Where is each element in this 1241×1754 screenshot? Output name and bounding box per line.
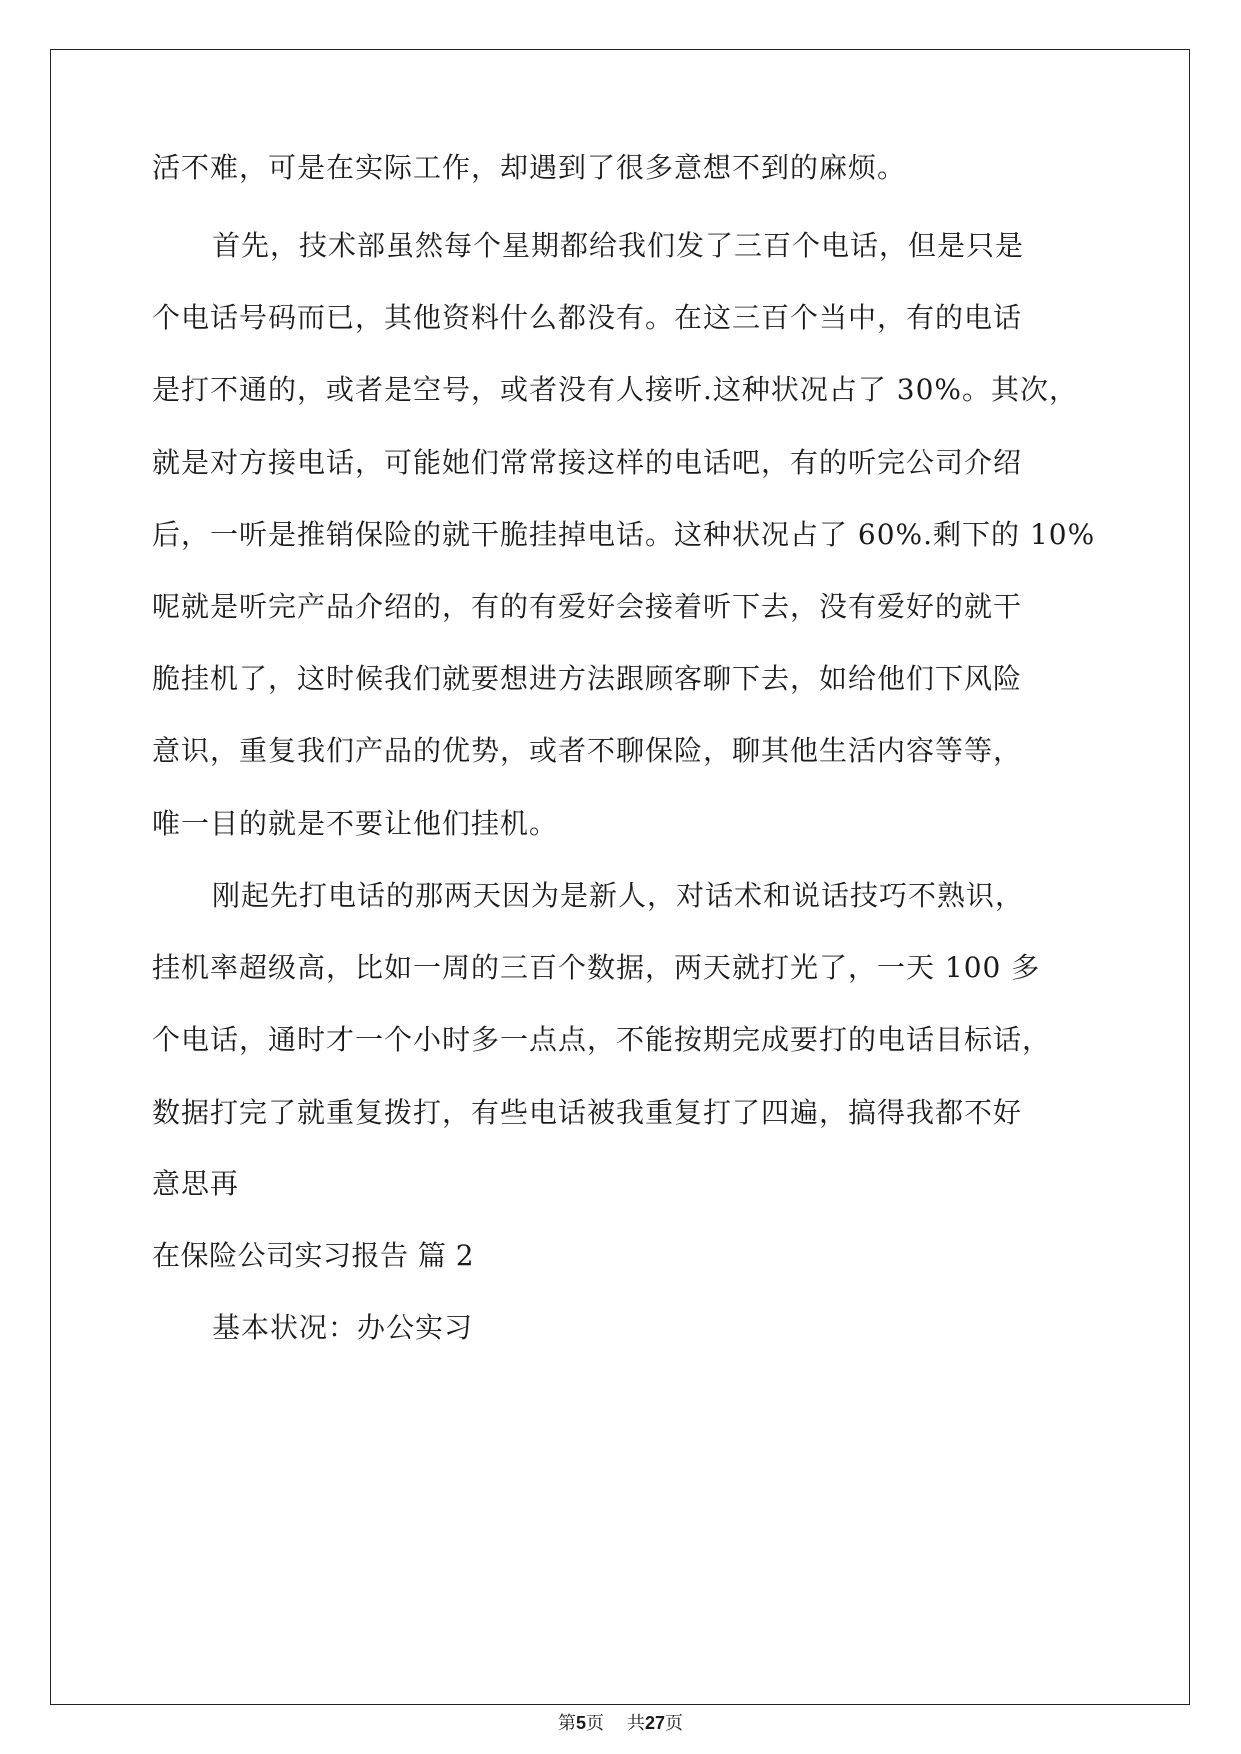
page-total: 27: [644, 1713, 665, 1733]
text-line: 挂机率超级高，比如一周的三百个数据，两天就打光了，一天 100 多: [152, 951, 1041, 984]
text-line: 基本状况：办公实习: [212, 1311, 474, 1344]
paragraph-first-line: 刚起先打电话的那两天因为是新人，对话术和说话技巧不熟识，: [212, 879, 1025, 912]
page-border: [50, 49, 1190, 1705]
footer-prefix: 第: [558, 1713, 577, 1734]
text-line: 数据打完了就重复拨打，有些电话被我重复打了四遍，搞得我都不好: [152, 1096, 1023, 1129]
text-line: 个电话，通时才一个小时多一点点，不能按期完成要打的电话目标话，: [152, 1023, 1052, 1056]
text-line: 后，一听是推销保险的就干脆挂掉电话。这种状况占了 60%.剩下的 10%: [152, 518, 1096, 551]
text-line: 个电话号码而已，其他资料什么都没有。在这三百个当中，有的电话: [152, 301, 1023, 334]
paragraph-first-line: 首先，技术部虽然每个星期都给我们发了三百个电话，但是只是: [212, 229, 1025, 262]
section-heading: 在保险公司实习报告 篇 2: [152, 1239, 475, 1272]
footer-page-unit: 页: [586, 1713, 605, 1734]
text-line: 是打不通的，或者是空号，或者没有人接听.这种状况占了 30%。其次，: [152, 373, 1079, 406]
text-line: 呢就是听完产品介绍的，有的有爱好会接着听下去，没有爱好的就干: [152, 590, 1023, 623]
text-line: 意识，重复我们产品的优势，或者不聊保险，聊其他生活内容等等，: [152, 734, 1023, 767]
text-line: 就是对方接电话，可能她们常常接这样的电话吧，有的听完公司介绍: [152, 446, 1023, 479]
text-line: 唯一目的就是不要让他们挂机。: [152, 807, 559, 840]
text-line: 意思再: [152, 1167, 240, 1200]
text-line: 活不难，可是在实际工作，却遇到了很多意想不到的麻烦。: [152, 151, 907, 184]
page-footer: [0, 1712, 1241, 1735]
text-line: 脆挂机了，这时候我们就要想进方法跟顾客聊下去，如给他们下风险: [152, 662, 1023, 695]
footer-total-unit: 页: [664, 1713, 683, 1734]
footer-total-prefix: 共: [626, 1713, 645, 1734]
page-number: 5: [576, 1713, 587, 1733]
